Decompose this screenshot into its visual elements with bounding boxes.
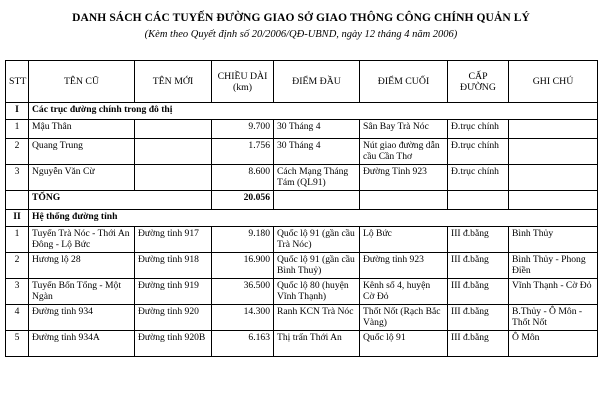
cell-end-point: Thốt Nốt (Rạch Bắc Vàng) bbox=[360, 305, 448, 331]
cell-stt: 3 bbox=[6, 279, 29, 305]
cell-start-point: 30 Tháng 4 bbox=[274, 139, 360, 165]
cell-start-point: 30 Tháng 4 bbox=[274, 120, 360, 139]
cell-length: 14.300 bbox=[212, 305, 274, 331]
section-row bbox=[6, 210, 598, 227]
cell-stt: 2 bbox=[6, 253, 29, 279]
header-new-name: TÊN MỚI bbox=[135, 61, 212, 103]
cell-length: 9.180 bbox=[212, 227, 274, 253]
cell-new-name bbox=[135, 120, 212, 139]
cell-notes: Bình Thủy bbox=[509, 227, 598, 253]
header-start-point: ĐIỂM ĐẦU bbox=[274, 61, 360, 103]
cell-length: 8.600 bbox=[212, 165, 274, 191]
cell-new-name: Đường tỉnh 920 bbox=[135, 305, 212, 331]
table-row bbox=[6, 331, 598, 357]
cell-start-point: Ranh KCN Trà Nóc bbox=[274, 305, 360, 331]
cell-start-point: Quốc lộ 91 (gần cầu Trà Nóc) bbox=[274, 227, 360, 253]
cell-stt: 4 bbox=[6, 305, 29, 331]
cell-road-grade: III đ.bằng bbox=[448, 305, 509, 331]
cell-length: 6.163 bbox=[212, 331, 274, 357]
header-notes: GHI CHÚ bbox=[509, 61, 598, 103]
cell-road-grade: III đ.bằng bbox=[448, 253, 509, 279]
cell-start-point: Quốc lộ 91 (gần cầu Bình Thuỷ) bbox=[274, 253, 360, 279]
cell-old-name: Đường tỉnh 934A bbox=[29, 331, 135, 357]
cell-notes bbox=[509, 139, 598, 165]
header-road-grade-line1: CẤP bbox=[468, 70, 488, 82]
table-row bbox=[6, 279, 598, 305]
cell-new-name: Đường tỉnh 920B bbox=[135, 331, 212, 357]
header-length bbox=[212, 61, 274, 103]
cell-old-name: Đường tỉnh 934 bbox=[29, 305, 135, 331]
cell-new-name: Đường tỉnh 918 bbox=[135, 253, 212, 279]
cell-notes: Bình Thủy - Phong Điền bbox=[509, 253, 598, 279]
total-label: TỔNG bbox=[29, 191, 212, 210]
cell-old-name: Tuyến Trà Nóc - Thới An Đông - Lộ Bức bbox=[29, 227, 135, 253]
cell-old-name: Tuyến Bốn Tổng - Một Ngàn bbox=[29, 279, 135, 305]
total-stt-empty bbox=[6, 191, 29, 210]
total-empty bbox=[509, 191, 598, 210]
cell-start-point: Thị trấn Thới An bbox=[274, 331, 360, 357]
cell-new-name: Đường tỉnh 917 bbox=[135, 227, 212, 253]
cell-notes: Vĩnh Thạnh - Cờ Đỏ bbox=[509, 279, 598, 305]
section-title: Các trục đường chính trong đô thị bbox=[29, 103, 598, 120]
cell-end-point: Quốc lộ 91 bbox=[360, 331, 448, 357]
cell-stt: 2 bbox=[6, 139, 29, 165]
cell-notes: Ô Môn bbox=[509, 331, 598, 357]
header-row bbox=[6, 61, 598, 103]
cell-new-name: Đường tỉnh 919 bbox=[135, 279, 212, 305]
total-empty bbox=[448, 191, 509, 210]
cell-old-name: Hương lộ 28 bbox=[29, 253, 135, 279]
cell-new-name bbox=[135, 139, 212, 165]
document-title: DANH SÁCH CÁC TUYẾN ĐƯỜNG GIAO SỞ GIAO THÔNG CÔNG CHÍNH QUẢN LÝ bbox=[72, 12, 530, 24]
cell-stt: 5 bbox=[6, 331, 29, 357]
header-end-point: ĐIỂM CUỐI bbox=[360, 61, 448, 103]
total-value: 20.056 bbox=[212, 191, 274, 210]
cell-length: 36.500 bbox=[212, 279, 274, 305]
cell-end-point: Nút giao đường dẫn cầu Cần Thơ bbox=[360, 139, 448, 165]
header-old-name: TÊN CŨ bbox=[29, 61, 135, 103]
cell-notes bbox=[509, 120, 598, 139]
cell-stt: 3 bbox=[6, 165, 29, 191]
cell-end-point: Đường tỉnh 923 bbox=[360, 253, 448, 279]
roads-table bbox=[5, 60, 598, 357]
header-length-unit: (km) bbox=[232, 81, 253, 93]
section-title: Hệ thống đường tỉnh bbox=[29, 210, 598, 227]
cell-length: 16.900 bbox=[212, 253, 274, 279]
cell-end-point: Lộ Bức bbox=[360, 227, 448, 253]
cell-old-name: Mậu Thân bbox=[29, 120, 135, 139]
total-empty bbox=[274, 191, 360, 210]
table-row bbox=[6, 120, 598, 139]
total-empty bbox=[360, 191, 448, 210]
table-row bbox=[6, 253, 598, 279]
section-number: I bbox=[6, 103, 29, 120]
cell-stt: 1 bbox=[6, 120, 29, 139]
section-row bbox=[6, 103, 598, 120]
header-stt: STT bbox=[6, 61, 29, 103]
cell-road-grade: Đ.trục chính bbox=[448, 165, 509, 191]
cell-stt: 1 bbox=[6, 227, 29, 253]
cell-old-name: Quang Trung bbox=[29, 139, 135, 165]
total-row bbox=[6, 191, 598, 210]
header-length-label: CHIỀU DÀI bbox=[217, 70, 268, 82]
cell-end-point: Đường Tỉnh 923 bbox=[360, 165, 448, 191]
cell-notes: B.Thủy - Ô Môn - Thốt Nốt bbox=[509, 305, 598, 331]
table-row bbox=[6, 227, 598, 253]
cell-road-grade: III đ.bằng bbox=[448, 227, 509, 253]
table-row bbox=[6, 305, 598, 331]
header-road-grade bbox=[448, 61, 509, 103]
cell-road-grade: III đ.bằng bbox=[448, 331, 509, 357]
cell-length: 1.756 bbox=[212, 139, 274, 165]
cell-end-point: Kênh số 4, huyện Cờ Đỏ bbox=[360, 279, 448, 305]
cell-road-grade: Đ.trục chính bbox=[448, 120, 509, 139]
document-subtitle: (Kèm theo Quyết định số 20/2006/QĐ-UBND, ngày 12 tháng 4 năm 2006) bbox=[144, 29, 458, 40]
table-row bbox=[6, 165, 598, 191]
cell-road-grade: Đ.trục chính bbox=[448, 139, 509, 165]
cell-notes bbox=[509, 165, 598, 191]
section-number: II bbox=[6, 210, 29, 227]
cell-start-point: Cách Mạng Tháng Tám (QL91) bbox=[274, 165, 360, 191]
cell-new-name bbox=[135, 165, 212, 191]
cell-old-name: Nguyễn Văn Cừ bbox=[29, 165, 135, 191]
cell-length: 9.700 bbox=[212, 120, 274, 139]
cell-road-grade: III đ.bằng bbox=[448, 279, 509, 305]
cell-end-point: Sân Bay Trà Nóc bbox=[360, 120, 448, 139]
header-road-grade-line2: ĐƯỜNG bbox=[460, 81, 496, 93]
table-row bbox=[6, 139, 598, 165]
cell-start-point: Quốc lộ 80 (huyện Vĩnh Thạnh) bbox=[274, 279, 360, 305]
